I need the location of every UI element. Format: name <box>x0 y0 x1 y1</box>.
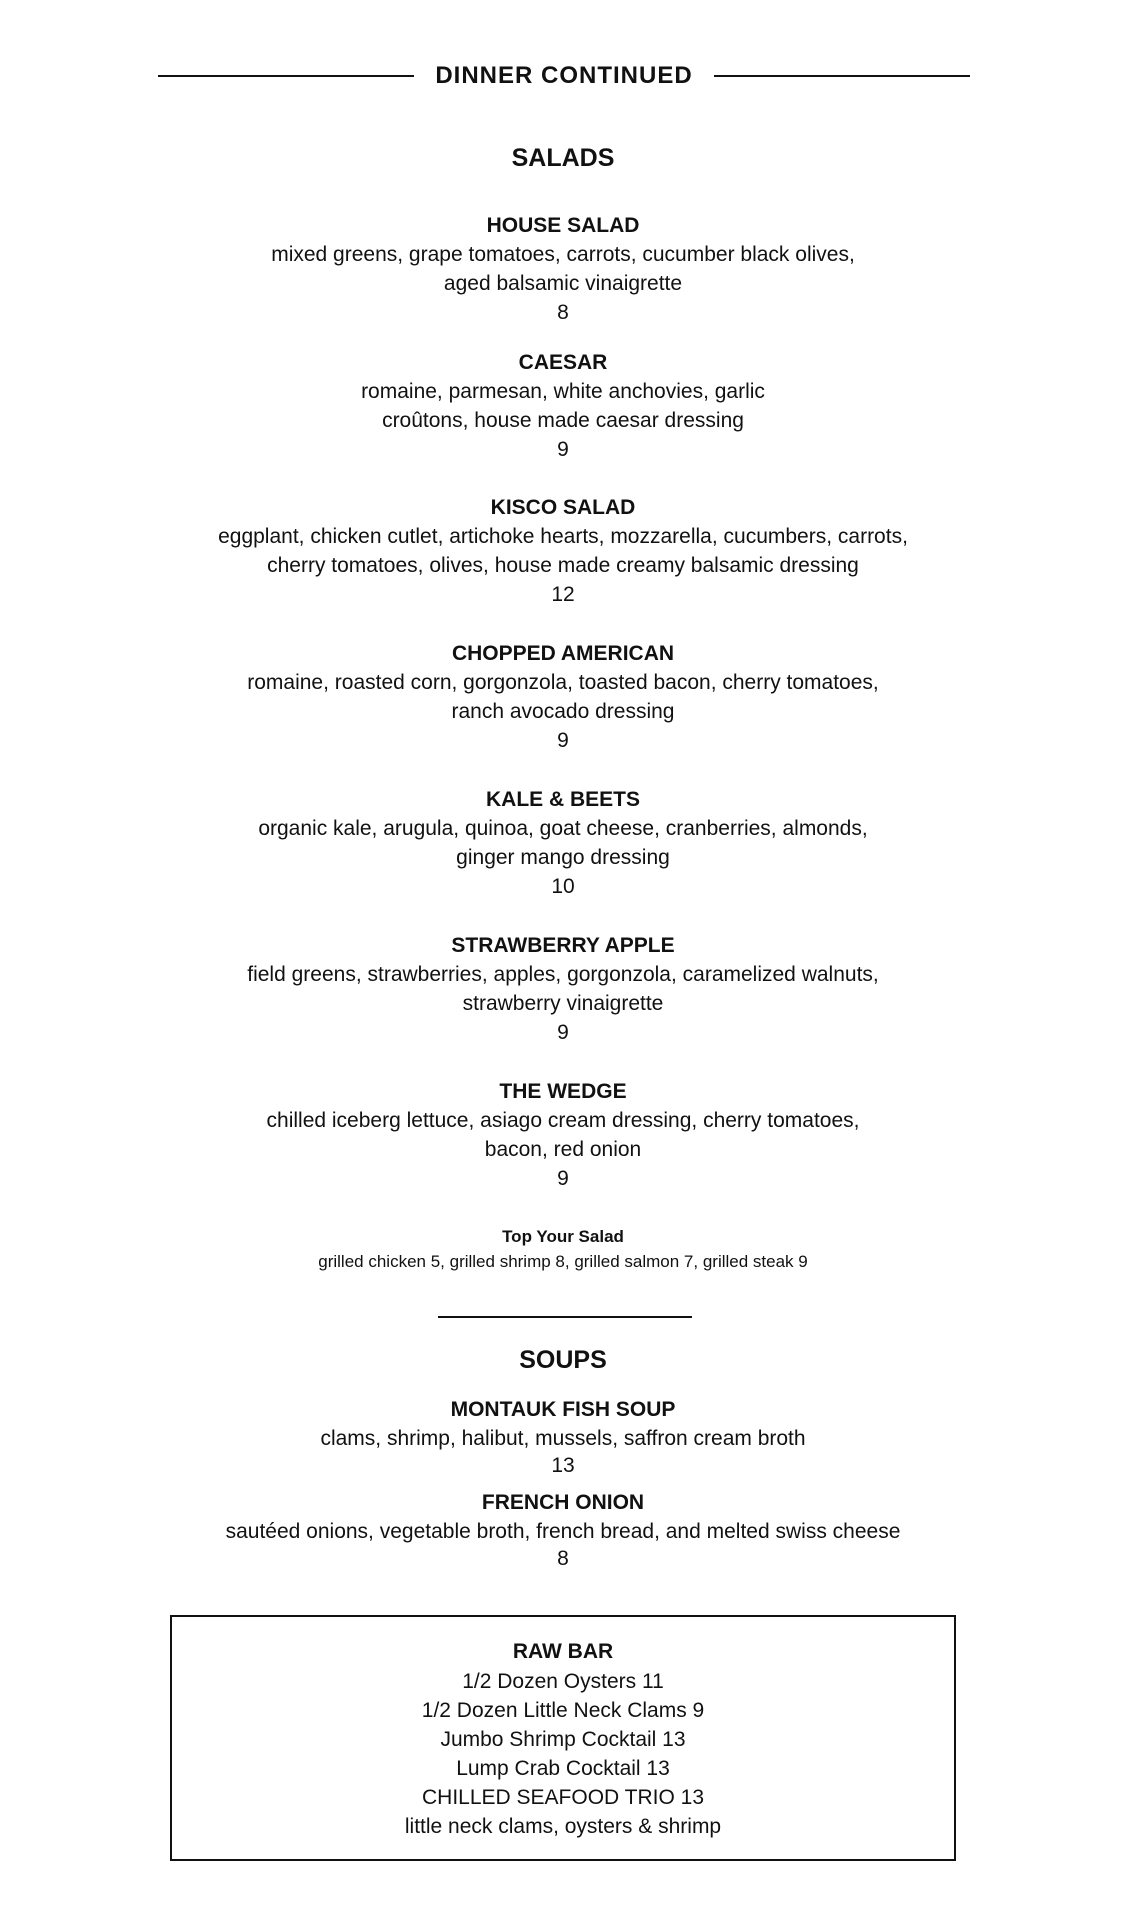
menu-item-french-onion <box>0 1489 1126 1572</box>
item-description: ginger mango dressing <box>456 846 670 869</box>
item-description: aged balsamic vinaigrette <box>443 272 683 295</box>
raw-bar-item: 1/2 Dozen Oysters 11 <box>462 1670 664 1693</box>
menu-item-chopped-american <box>0 640 1126 755</box>
item-description: romaine, roasted corn, gorgonzola, toasted bacon, cherry tomatoes, <box>247 671 879 694</box>
raw-bar-item: Lump Crab Cocktail 13 <box>456 1757 670 1780</box>
item-description: romaine, parmesan, white anchovies, garlic <box>361 380 765 403</box>
item-description: bacon, red onion <box>484 1138 642 1161</box>
raw-bar-box <box>170 1615 956 1861</box>
toppings-list: grilled chicken 5, grilled shrimp 8, grilled salmon 7, grilled steak 9 <box>318 1252 808 1271</box>
section-title-salads: SALADS <box>511 144 615 172</box>
raw-bar-item: Jumbo Shrimp Cocktail 13 <box>440 1728 686 1751</box>
item-price: 9 <box>557 438 569 461</box>
item-description: croûtons, house made caesar dressing <box>382 409 744 432</box>
item-price: 9 <box>557 1021 569 1044</box>
item-description: sautéed onions, vegetable broth, french bread, and melted swiss cheese <box>225 1520 901 1543</box>
raw-bar-title: RAW BAR <box>512 1640 614 1663</box>
item-description: strawberry vinaigrette <box>462 992 664 1015</box>
item-price: 13 <box>551 1454 575 1477</box>
item-name: CHOPPED AMERICAN <box>451 642 675 665</box>
item-description: cherry tomatoes, olives, house made creamy balsamic dressing <box>267 554 859 577</box>
section-divider <box>438 1316 692 1318</box>
item-description: field greens, strawberries, apples, gorgonzola, caramelized walnuts, <box>247 963 879 986</box>
item-name: THE WEDGE <box>499 1080 627 1103</box>
item-price: 12 <box>551 583 575 606</box>
item-description: mixed greens, grape tomatoes, carrots, cucumber black olives, <box>271 243 855 266</box>
salad-toppings <box>0 1225 1126 1275</box>
item-price: 8 <box>557 301 569 324</box>
menu-item-house-salad <box>0 212 1126 327</box>
menu-item-kisco-salad <box>0 494 1126 609</box>
header-rule-right <box>714 75 970 77</box>
item-description: organic kale, arugula, quinoa, goat cheese, cranberries, almonds, <box>258 817 868 840</box>
item-name: FRENCH ONION <box>481 1491 645 1514</box>
menu-item-caesar <box>0 349 1126 464</box>
item-description: clams, shrimp, halibut, mussels, saffron cream broth <box>320 1427 806 1450</box>
menu-item-the-wedge <box>0 1078 1126 1193</box>
toppings-title: Top Your Salad <box>502 1227 624 1246</box>
item-name: MONTAUK FISH SOUP <box>450 1398 676 1421</box>
raw-bar-item: 1/2 Dozen Little Neck Clams 9 <box>421 1699 705 1722</box>
item-name: HOUSE SALAD <box>486 214 640 237</box>
item-description: chilled iceberg lettuce, asiago cream dressing, cherry tomatoes, <box>266 1109 860 1132</box>
section-title-soups: SOUPS <box>519 1346 607 1374</box>
item-name: KISCO SALAD <box>490 496 636 519</box>
item-price: 10 <box>551 875 575 898</box>
page-title: DINNER CONTINUED <box>435 62 693 89</box>
item-name: STRAWBERRY APPLE <box>451 934 675 957</box>
salads-section <box>0 143 1126 173</box>
menu-item-montauk-fish-soup <box>0 1396 1126 1479</box>
raw-bar-item: CHILLED SEAFOOD TRIO 13 <box>421 1786 705 1809</box>
soups-section <box>0 1345 1126 1375</box>
item-description: ranch avocado dressing <box>451 700 675 723</box>
item-description: eggplant, chicken cutlet, artichoke hearts, mozzarella, cucumbers, carrots, <box>218 525 908 548</box>
item-price: 9 <box>557 1167 569 1190</box>
menu-item-kale-beets <box>0 786 1126 901</box>
header-rule-left <box>158 75 414 77</box>
item-name: CAESAR <box>518 351 608 374</box>
menu-item-strawberry-apple <box>0 932 1126 1047</box>
raw-bar-item-description: little neck clams, oysters & shrimp <box>404 1815 722 1838</box>
item-price: 8 <box>557 1547 569 1570</box>
item-price: 9 <box>557 729 569 752</box>
item-name: KALE & BEETS <box>485 788 640 811</box>
page-header <box>158 58 970 94</box>
